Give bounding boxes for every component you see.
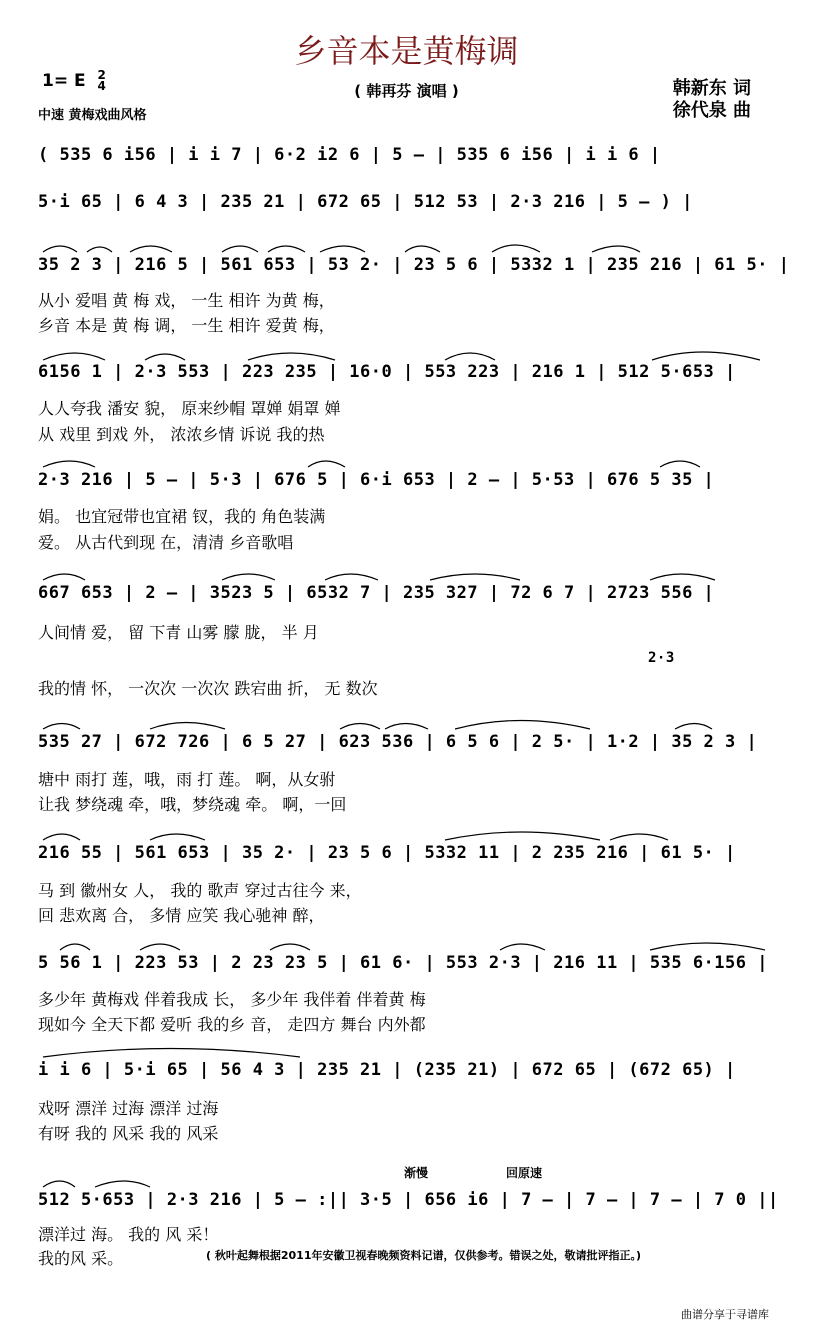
slur: [222, 246, 258, 252]
slur: [455, 721, 590, 730]
slur: [650, 943, 765, 950]
notation-line-7: 535 27 | 672 726 | 6 5 27 | 623 536 | 6 5 6 | 2 5· | 1·2 | 35 2 3 |: [38, 732, 758, 752]
lyric-line-5b: 爱。 从古代到现 在，清清 乡音歌唱: [38, 533, 294, 552]
slur: [675, 724, 712, 730]
slur: [385, 724, 428, 730]
slur: [222, 574, 275, 580]
watermark: 曲谱分享于寻谱库: [681, 1308, 769, 1321]
slur: [145, 354, 185, 360]
slur: [43, 574, 85, 580]
slur: [248, 353, 335, 360]
lyricist-credit: 韩新东 词: [672, 78, 751, 99]
lyric-line-4a: 人人夸我 潘安 貌， 原来纱帽 罩婵 娟罩 婵: [38, 399, 341, 418]
slur: [130, 246, 172, 252]
slur: [610, 834, 668, 840]
slur: [320, 246, 365, 252]
slur: [445, 832, 600, 840]
a-tempo-mark: 回原速: [506, 1166, 543, 1180]
lyric-line-3b: 乡音 本是 黄 梅 调， 一生 相许 爱黄 梅，: [38, 316, 335, 335]
slur: [592, 246, 640, 252]
time-top: 2: [97, 68, 106, 82]
slur: [60, 944, 90, 950]
notation-line-9: 5 56 1 | 223 53 | 2 23 23 5 | 61 6· | 553 2·3 | 216 11 | 535 6·156 |: [38, 953, 768, 973]
ritardando-mark: 渐慢: [404, 1166, 429, 1180]
slur: [43, 353, 105, 360]
slur: [340, 724, 380, 730]
lyric-line-6b: 我的情 怀， 一次次 一次次 跌宕曲 折， 无 数次: [38, 679, 378, 698]
lyric-line-5a: 娟。 也宜冠带也宜裙 钗，我的 角色装满: [38, 507, 326, 526]
lyric-line-7a: 塘中 雨打 莲，哦，雨 打 莲。 啊，从女驸: [38, 770, 336, 789]
notation-line-4: 6156 1 | 2·3 553 | 223 235 | 16·0 | 553 223 | 216 1 | 512 5·653 |: [38, 362, 736, 382]
lyric-line-11a: 漂洋过 海。 我的 风 采！: [38, 1225, 219, 1244]
slur: [43, 246, 77, 252]
lyric-line-10a: 戏呀 漂洋 过海 漂洋 过海: [38, 1099, 219, 1118]
notation-line-8: 216 55 | 561 653 | 35 2· | 23 5 6 | 5332 11 | 2 235 216 | 61 5· |: [38, 843, 736, 863]
slur: [270, 944, 310, 950]
notation-line-6: 667 653 | 2 – | 3523 5 | 6532 7 | 235 327 | 72 6 7 | 2723 556 |: [38, 583, 715, 603]
slur: [445, 353, 495, 360]
extra-notation: 2·3: [648, 650, 675, 666]
tempo-marking: 中速 黄梅戏曲风格: [38, 108, 147, 123]
slur: [43, 834, 80, 840]
lyric-line-9a: 多少年 黄梅戏 伴着我成 长， 多少年 我伴着 伴着黄 梅: [38, 990, 426, 1009]
notation-line-2: 5·i 65 | 6 4 3 | 235 21 | 672 65 | 512 53 | 2·3 216 | 5 – ) |: [38, 192, 693, 212]
slur: [87, 247, 112, 252]
slur: [268, 246, 305, 252]
slur: [430, 574, 520, 580]
slur: [492, 245, 540, 252]
notation-line-10: i i 6 | 5·i 65 | 56 4 3 | 235 21 | (235 21) | 672 65 | (672 65) |: [38, 1060, 736, 1080]
notation-line-11: 512 5·653 | 2·3 216 | 5 – :|| 3·5 | 656 i6 | 7 – | 7 – | 7 – | 7 0 ||: [38, 1190, 779, 1210]
notation-line-1: ( 535 6 i56 | i i 7 | 6·2 i2 6 | 5 – | 535 6 i56 | i i 6 |: [38, 145, 661, 165]
lyric-line-9b: 现如今 全天下都 爱听 我的乡 音， 走四方 舞台 内外都: [38, 1015, 426, 1034]
time-bottom: 4: [97, 79, 106, 93]
slur: [650, 574, 715, 580]
lyric-line-11b: 我的风 采。: [38, 1249, 124, 1268]
slur: [652, 352, 760, 360]
lyric-line-7b: 让我 梦绕魂 牵，哦，梦绕魂 牵。 啊，一回: [38, 795, 347, 814]
notation-line-3: 35 2 3 | 216 5 | 561 653 | 53 2· | 23 5 6 | 5332 1 | 235 216 | 61 5· |: [38, 255, 790, 275]
lyric-line-6a: 人间情 爱， 留 下青 山雾 朦 胧， 半 月: [38, 623, 319, 642]
slur: [150, 834, 205, 840]
slur: [95, 1181, 150, 1187]
slur: [405, 246, 440, 252]
song-title: 乡音本是黄梅调: [294, 32, 519, 70]
lyric-line-4b: 从 戏里 到戏 外， 浓浓乡情 诉说 我的热: [38, 425, 325, 444]
slur: [308, 461, 345, 467]
lyric-line-8b: 回 悲欢离 合， 多情 应笑 我心驰神 醉，: [38, 906, 325, 925]
slur: [43, 724, 80, 730]
slur: [325, 574, 378, 580]
slur: [43, 1049, 300, 1058]
key-text: 1= E: [42, 71, 86, 91]
composer-credit: 徐代泉 曲: [672, 100, 751, 121]
singer-credit: ( 韩再芬 演唱 ): [354, 82, 459, 100]
slur: [150, 723, 225, 730]
slur: [500, 944, 545, 950]
lyric-line-8a: 马 到 徽州女 人， 我的 歌声 穿过古往今 来，: [38, 881, 362, 900]
footnote: ( 秋叶起舞根据2011年安徽卫视春晚频资料记谱，仅供参考。错误之处，敬请批评指正。): [206, 1249, 641, 1262]
slur: [660, 461, 700, 467]
notation-line-5: 2·3 216 | 5 – | 5·3 | 676 5 | 6·i 653 | 2 – | 5·53 | 676 5 35 |: [38, 470, 715, 490]
slur: [140, 944, 180, 950]
slur: [43, 1181, 75, 1187]
lyric-line-10b: 有呀 我的 风采 我的 风采: [38, 1124, 219, 1143]
slur: [43, 461, 95, 467]
lyric-line-3a: 从小 爱唱 黄 梅 戏， 一生 相许 为黄 梅，: [38, 291, 335, 310]
